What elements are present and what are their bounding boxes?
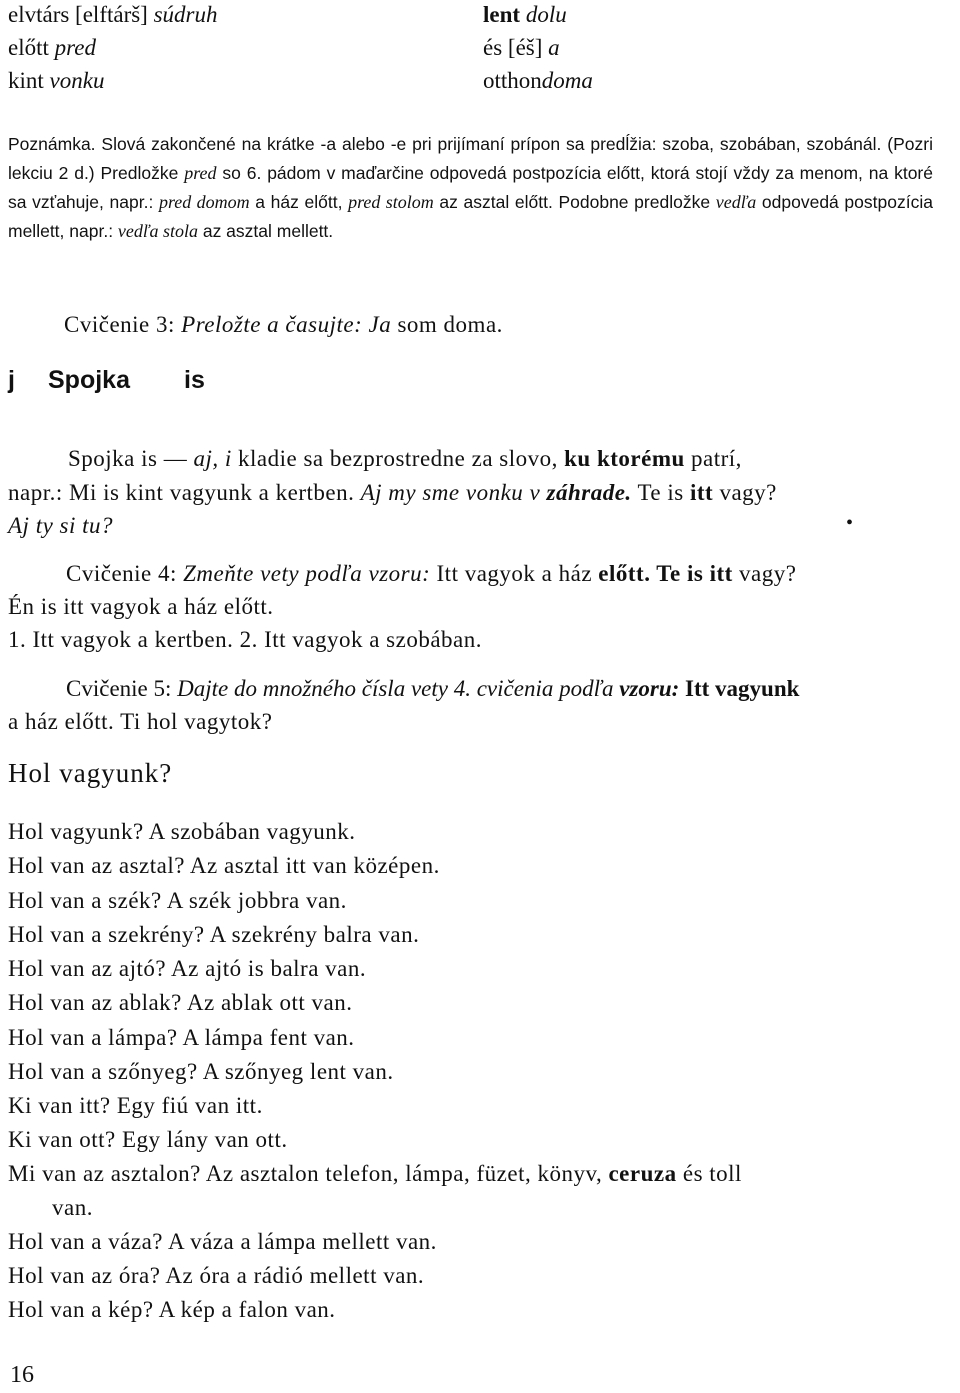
text-bold: Te is itt	[650, 561, 733, 586]
text: Itt vagyok a ház	[430, 561, 599, 586]
exercise-instruction: Preložte a časujte:	[181, 312, 363, 337]
dialog-line: Hol vagyunk? A szobában vagyunk.	[8, 819, 356, 844]
text-bold: itt	[689, 480, 714, 505]
text: Te is	[631, 480, 690, 505]
dialog-line: Hol van a váza? A váza a lámpa mellett van.	[8, 1229, 437, 1254]
note-text: az asztal előtt. Podobne predložke	[433, 192, 716, 212]
dialog-line: Hol van a lámpa? A lámpa fent van.	[8, 1025, 355, 1050]
text: és toll	[676, 1161, 742, 1186]
text: Mi van az asztalon? Az asztalon telefon, lámpa, füzet, könyv,	[8, 1161, 609, 1186]
section-title: Spojka	[48, 366, 130, 394]
spojka-line-3: Aj ty si tu?	[8, 513, 114, 538]
note-italic: pred stolom	[348, 192, 434, 212]
vocab-sk: vonku	[49, 68, 105, 93]
text: vagy?	[732, 561, 797, 586]
dialog-line	[8, 1161, 742, 1187]
page-number: 16	[10, 1362, 34, 1388]
text: napr.: Mi is kint vagyunk a kertben.	[8, 480, 361, 505]
text: patrí,	[684, 446, 742, 471]
dialog-line: Hol van az ajtó? Az ajtó is balra van.	[8, 956, 367, 981]
dialog-line: Hol van a szőnyeg? A szőnyeg lent van.	[8, 1059, 394, 1084]
vocab-sk: dolu	[525, 2, 567, 27]
vocab-hu: otthon	[483, 68, 542, 93]
exercise-4-line-2: Én is itt vagyok a ház előtt.	[8, 594, 274, 619]
vocab-sk: súdruh	[153, 2, 218, 27]
exercise-instruction: Dajte do množného čísla vety 4. cvičenia podľa	[177, 676, 614, 701]
note-italic: vedľa stola	[117, 221, 198, 241]
note-italic: vedľa	[715, 192, 757, 212]
vocab-item	[483, 35, 560, 61]
dialog-line: Ki van ott? Egy lány van ott.	[8, 1127, 288, 1152]
exercise-text: som doma.	[397, 312, 503, 337]
vocab-sk: pred	[54, 35, 96, 60]
dialog-line-continued: van.	[52, 1195, 93, 1220]
text-italic: aj, i	[193, 446, 232, 471]
exercise-label: Cvičenie 4:	[66, 561, 184, 586]
vocab-sk: a	[548, 35, 560, 60]
vocab-item	[8, 68, 104, 94]
dialog-line: Hol van a kép? A kép a falon van.	[8, 1297, 336, 1322]
exercise-instruction: Zmeňte vety podľa vzoru:	[183, 561, 431, 586]
exercise-4	[66, 561, 796, 587]
exercise-label: Cvičenie 3:	[64, 312, 175, 337]
note-italic: pred domom	[158, 192, 250, 212]
dialog-line: Ki van itt? Egy fiú van itt.	[8, 1093, 263, 1118]
vocab-hu: előtt	[8, 35, 49, 60]
vocab-hu: elvtárs [elftárš]	[8, 2, 148, 27]
note-text: Poznámka. Slová zakončené na krátke -a alebo -e pri prijímaní prípon sa predĺžia: szoba, szobában, szobánál. (Pozri lekciu 2 d.) Predložke	[8, 134, 933, 183]
text-bold-italic: záhrade.	[546, 480, 632, 505]
spojka-line-1	[68, 446, 742, 472]
note-text: a ház előtt,	[249, 192, 349, 212]
dialog-line: Hol van az óra? Az óra a rádió mellett van.	[8, 1263, 425, 1288]
text: Spojka is —	[68, 446, 194, 471]
exercise-5-line-2: a ház előtt. Ti hol vagytok?	[8, 709, 273, 734]
exercise-italic: Ja	[368, 312, 392, 337]
vocab-item	[8, 2, 218, 28]
text-bold: Itt vagyunk	[679, 676, 800, 701]
text-bold-italic: vzoru:	[613, 676, 680, 701]
dialog-line: Hol van az asztal? Az asztal itt van középen.	[8, 853, 440, 878]
dialog-line: Hol van a szekrény? A szekrény balra van.	[8, 922, 420, 947]
note-italic: pred	[184, 163, 217, 183]
section-word: is	[184, 366, 205, 394]
text-bold: előtt.	[598, 561, 651, 586]
vocab-hu: lent	[483, 2, 521, 27]
dialog-line: Hol van az ablak? Az ablak ott van.	[8, 990, 353, 1015]
exercise-5	[66, 676, 799, 702]
vocab-sk: doma	[541, 68, 593, 93]
exercise-3	[64, 312, 503, 338]
text-bold: ku ktorému	[564, 446, 685, 471]
exercise-label: Cvičenie 5:	[66, 676, 178, 701]
bullet-mark: •	[846, 512, 854, 534]
exercise-4-line-3: 1. Itt vagyok a kertben. 2. Itt vagyok a szobában.	[8, 627, 483, 652]
vocab-hu: kint	[8, 68, 44, 93]
text: vagy?	[713, 480, 777, 505]
text: kladie sa bezprostredne za slovo,	[231, 446, 565, 471]
lesson-heading: Hol vagyunk?	[8, 758, 173, 788]
vocab-item	[483, 2, 567, 28]
note-text: odpovedá postpozícia mellett, napr.:	[8, 192, 933, 241]
text-italic: Aj my sme vonku v	[360, 480, 547, 505]
vocab-hu: és [éš]	[483, 35, 543, 60]
spojka-line-2	[8, 480, 777, 506]
grammar-note	[8, 130, 933, 246]
note-text: so 6. pádom v maďarčine odpovedá postpozícia előtt, ktorá stojí vždy za menom, na ktoré sa vzťahuje, napr.:	[8, 163, 933, 212]
text-bold: ceruza	[608, 1161, 677, 1186]
vocab-item	[483, 68, 593, 94]
note-text: az asztal mellett.	[197, 221, 334, 241]
section-letter: j	[8, 366, 15, 394]
dialog-line: Hol van a szék? A szék jobbra van.	[8, 888, 347, 913]
vocab-item	[8, 35, 96, 61]
